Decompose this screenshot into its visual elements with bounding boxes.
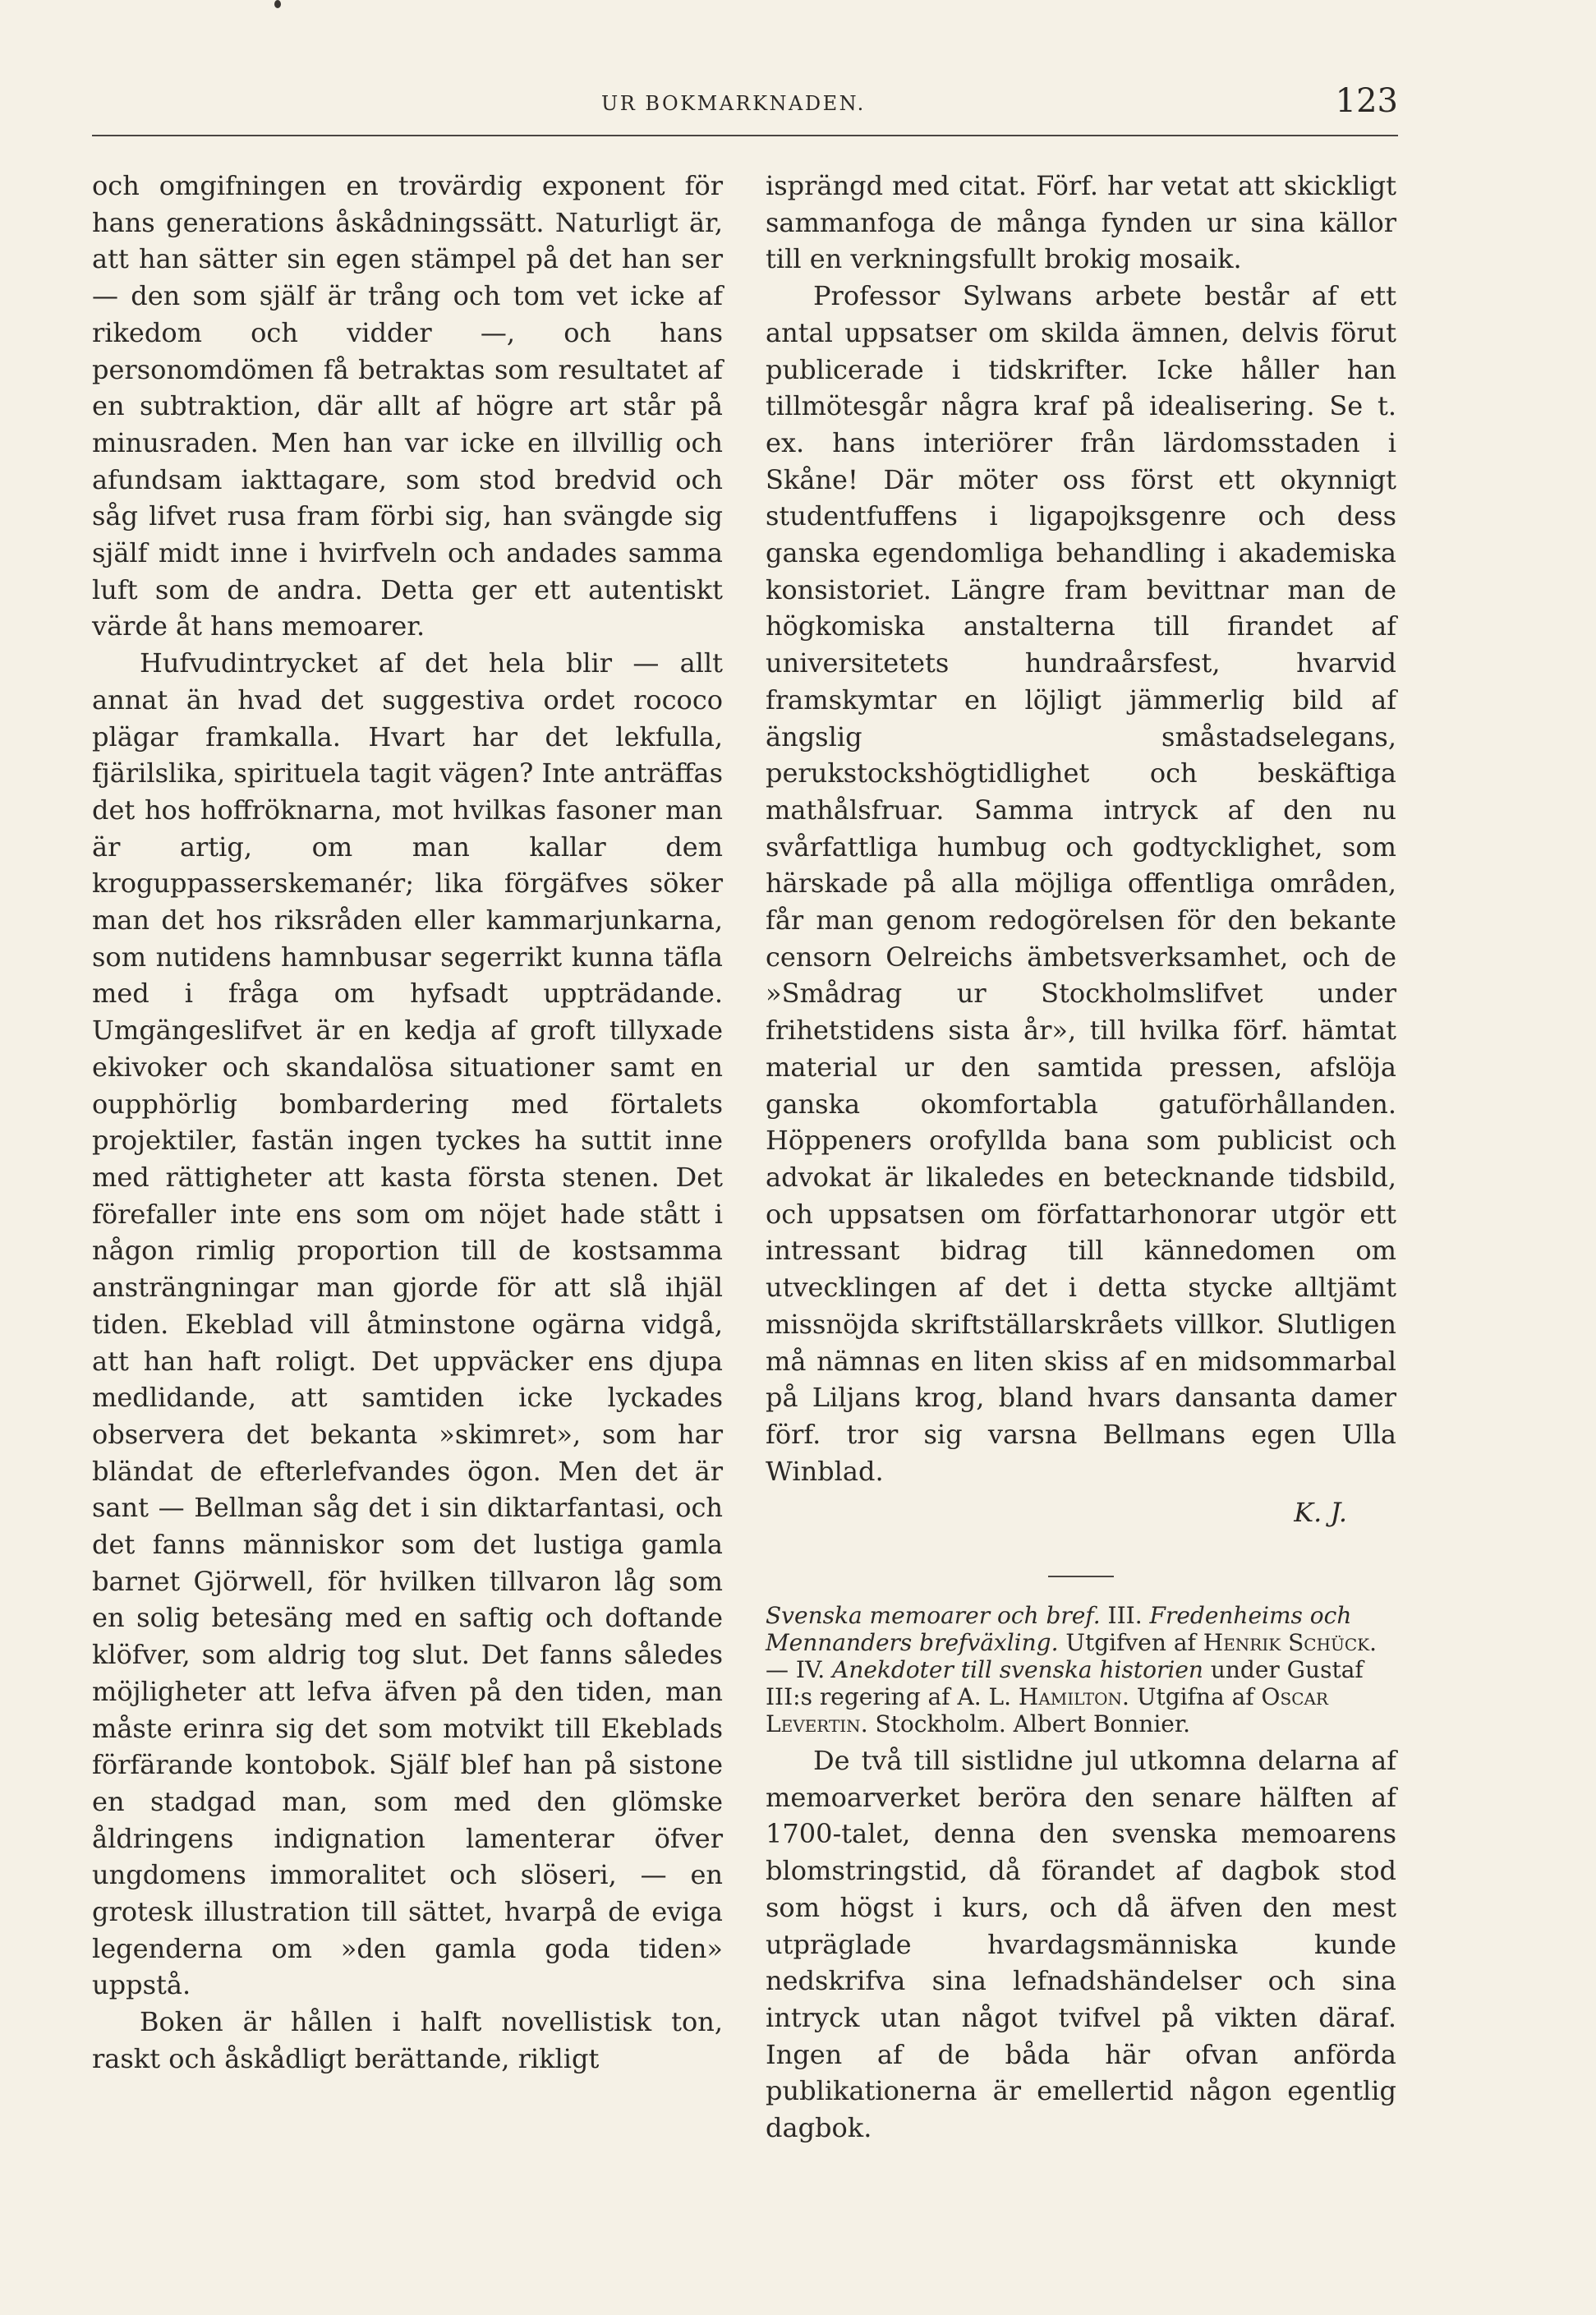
paragraph: isprängd med citat. Förf. har vetat att skickligt sammanfoga de många fynden ur sina källor till en verkningsfullt brokig mosaik. [766,170,1396,275]
section-divider [1048,1576,1114,1577]
author-signature: K. J. [1294,1497,1347,1529]
bibliography-text: . Utgifna af [1122,1683,1262,1711]
paragraph: Boken är hållen i halft novellistisk ton, raskt och åskådligt berättande, rikligt [92,2006,723,2074]
right-column [766,168,1396,2147]
paragraph: Hufvudintrycket af det hela blir — allt annat än hvad det suggestiva ordet rococo plägar framkalla. Hvart har det lekfulla, fjärilslika, spirituela tagit vägen? Inte anträffas det hos hoffröknarna, mot hvilkas fasoner man är artig, om man kallar dem kroguppasserskemanér; lika förgäfves söker man det hos riksråden eller kammarjunkarna, som nutidens hamnbusar segerrikt kunna täfla med i fråga om hyfsadt uppträdande. Umgängeslifvet är en kedja af groft tillyxade ekivoker och skandalösa situationer samt en oupphörlig bombardering med förtalets projektiler, fastän ingen tyckes ha suttit inne med rättigheter att kasta första stenen. Det förefaller inte ens som om nöjet hade stått i någon rimlig proportion till de kostsamma ansträngningar man gjorde för att slå ihjäl tiden. Ekeblad vill åtminstone ogärna vidgå, att han haft roligt. Det uppväcker ens djupa medlidande, att samtiden icke lyckades observera det bekanta »skimret», som har bländat de efterlefvandes ögon. Men det är sant — Bellman såg det i sin diktarfantasi, och det fanns människor som det lustiga gamla barnet Gjörwell, för hvilken tillvaron låg som en solig betesäng med en saftig och doftande klöfver, som aldrig tog slut. Det fanns således möjligheter att lefva äfven på den tiden, man måste erinra sig det som motvikt till Ekeblads förfärande kontobok. Själf blef han på sistone en stadgad man, som med den glömske åldringens indignation lamenterar öfver ungdomens immoralitet och slöseri, — en grotesk illustration till sättet, hvarpå de eviga legenderna om »den gamla goda tiden» uppstå. [92,647,723,2001]
author-name: Hamilton [1018,1683,1123,1711]
bibliography-text: . Stockholm. Albert Bonnier. [860,1710,1191,1738]
bibliography-text: . — IV. [766,1629,1378,1684]
bibliography-text: III. [1100,1602,1150,1630]
bibliography-text: Utgifven af [1058,1629,1203,1657]
page-number: 123 [1335,82,1398,120]
editor-name: Oscar Levertin [766,1683,1328,1738]
bibliography-text: under Gustaf III:s regering af A. L. [766,1656,1364,1711]
paragraph: och omgifningen en trovärdig exponent för hans generations åskådningssätt. Naturligt är, att han sätter sin egen stämpel på det han ser — den som själf är trång och tom vet icke af rikedom och vidder —, och hans personomdömen få betraktas som resultatet af en subtraktion, där allt af högre art står på minusraden. Men han var icke en illvillig och afundsam iakttagare, som stod bredvid och såg lifvet rusa fram förbi sig, han svängde sig själf midt inne i hvirfveln och andades samma luft som de andra. Detta ger ett autentiskt värde åt hans memoarer. [92,170,723,642]
book-title: Svenska memoarer och bref. [766,1602,1101,1630]
book-title: Anekdoter till svenska historien [832,1656,1203,1684]
paragraph: De två till sistlidne jul utkomna delarna af memoarverket beröra den senare hälften af 1700-talet, denna den svenska memoarens blomstringstid, då förandet af dagbok stod som högst i kurs, och då äfven den mest utpräglade hvardagsmänniska kunde nedskrifva sina lefnadshändelser och sina intryck utan något tvifvel på vikten däraf. Ingen af de båda här ofvan anförda publikationerna är emellertid någon egentlig dagbok. [766,1745,1396,2144]
book-title: Fredenheims och Mennanders brefväxling. [766,1602,1352,1657]
header-rule [92,135,1398,136]
paragraph: Professor Sylwans arbete består af ett antal uppsatser om skilda ämnen, delvis förut publicerade i tidskrifter. Icke håller han tillmötesgår några kraf på idealisering. Se t. ex. hans interiörer från lärdomsstaden i Skåne! Där möter oss först ett okynnigt studentfuffens i ligapojksgenre och dess ganska egendomliga behandling i akademiska konsistoriet. Längre fram bevittnar man de högkomiska anstalterna till firandet af universitetets hundraårsfest, hvarvid framskymtar en löjligt jämmerlig bild af ängslig småstadselegans, perukstockshögtidlighet och beskäftiga mathålsfruar. Samma intryck af den nu svårfattliga humbug och godtycklighet, som härskade på alla möjliga offentliga områden, får man genom redogörelsen för den bekante censorn Oelreichs ämbetsverksamhet, och de »Smådrag ur Stockholmslifvet under frihetstidens sista år», till hvilka förf. hämtat material ur den samtida pressen, afslöja ganska okomfortabla gatuförhållanden. Höppeners orofyllda bana som publicist och advokat är likaledes en betecknande tidsbild, och uppsatsen om författarhonorar utgör ett intressant bidrag till kännedomen om utvecklingen af det i detta stycke alltjämt missnöjda skriftställarskråets villkor. Slutligen må nämnas en liten skiss af en midsommarbal på Liljans krog, bland hvars dansanta damer förf. tror sig varsna Bellmans egen Ulla Winblad. [766,280,1396,1487]
page-header [92,82,1398,131]
left-column [92,168,723,2078]
bibliography-entry [766,1602,1396,1737]
running-title: UR BOKMARKNADEN. [601,92,866,115]
ink-spot [274,0,281,8]
editor-name: Henrik Schück [1203,1629,1370,1657]
